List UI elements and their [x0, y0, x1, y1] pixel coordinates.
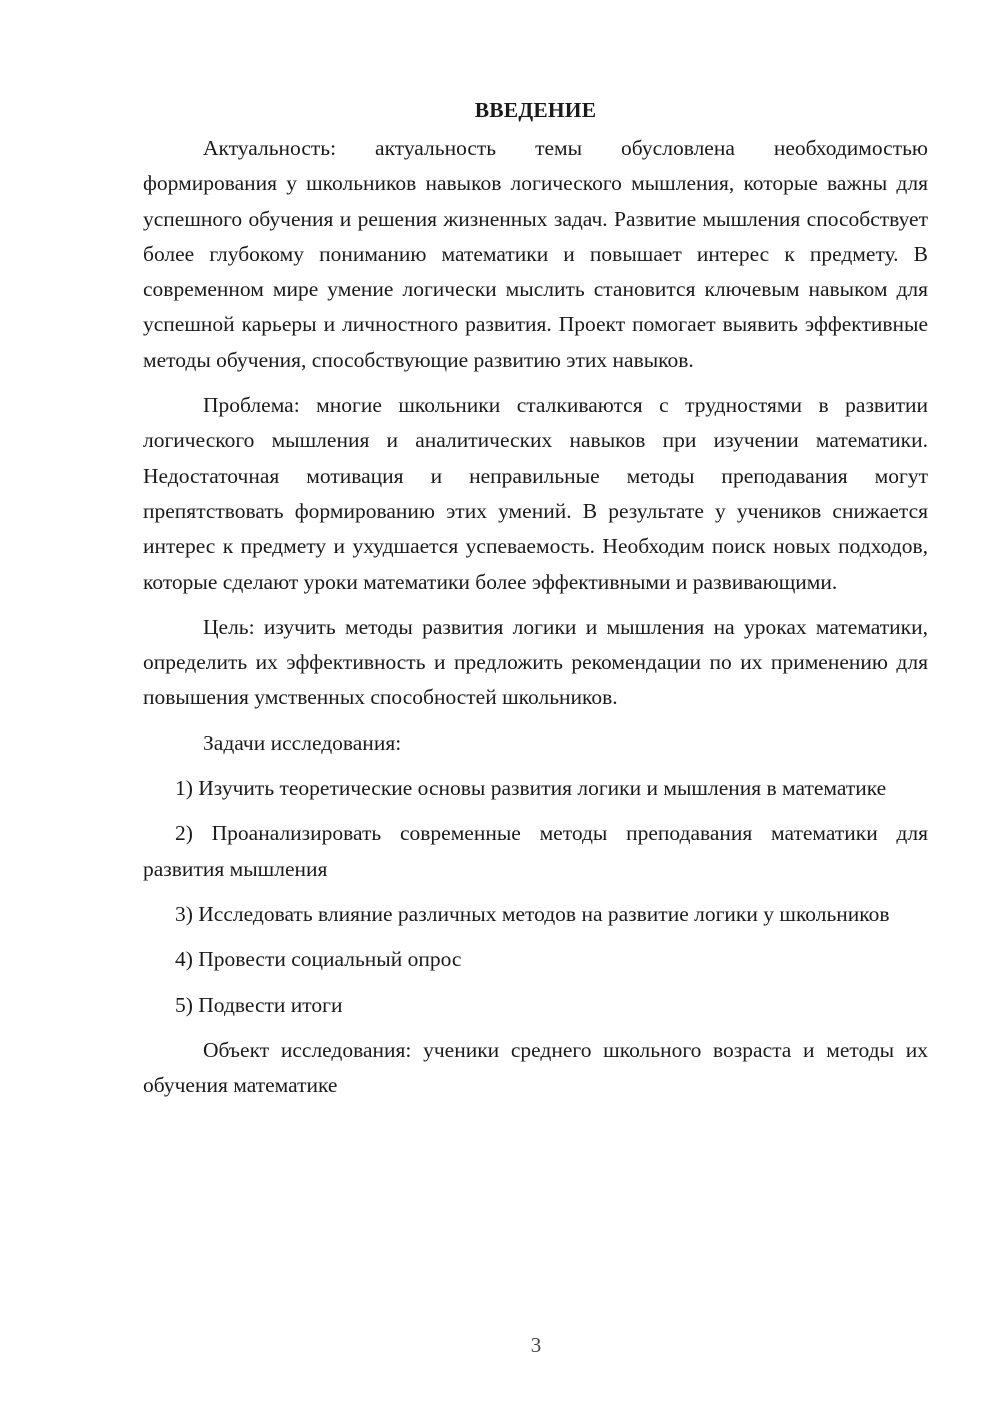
paragraph-object: Объект исследования: ученики среднего школьного возраста и методы их обучения математике [143, 1037, 928, 1098]
task-item-5: 5) Подвести итоги [175, 992, 343, 1017]
task-item-3: 3) Исследовать влияние различных методов на развитие логики у школьников [175, 901, 890, 926]
task-item-1: 1) Изучить теоретические основы развития логики и мышления в математике [175, 776, 887, 801]
paragraph-problem: Проблема: многие школьники сталкиваются с трудностями в развитии логического мышления и аналитических навыков при изучении математики. Недостаточная мотивация и неправильные методы преподавания могут препятствовать формированию этих умений. В результате у учеников снижается интерес к предмету и ухудшается успеваемость. Необходим поиск новых подходов, которые сделают уроки математики более эффективными и развивающими. [143, 393, 928, 594]
paragraph-goal: Цель: изучить методы развития логики и мышления на уроках математики, определить их эффективность и предложить рекомендации по их применению для повышения умственных способностей школьников. [143, 614, 928, 710]
task-item-4: 4) Провести социальный опрос [175, 947, 462, 972]
page-number: 3 [530, 1333, 542, 1357]
paragraph-relevance: Актуальность: актуальность темы обусловлена необходимостью формирования у школьников навыков логического мышления, которые важны для успешного обучения и решения жизненных задач. Развитие мышления способствует более глубокому пониманию математики и повышает интерес к предмету. В современном мире умение логически мыслить становится ключевым навыком для успешной карьеры и личностного развития. Проект помогает выявить эффективные методы обучения, способствующие развитию этих навыков. [143, 136, 928, 372]
section-heading: ВВЕДЕНИЕ [474, 98, 597, 122]
paragraph-tasks-heading: Задачи исследования: [203, 730, 402, 755]
document-page [143, 92, 928, 1103]
task-item-2: 2) Проанализировать современные методы преподавания математики для развития мышления [143, 821, 928, 881]
